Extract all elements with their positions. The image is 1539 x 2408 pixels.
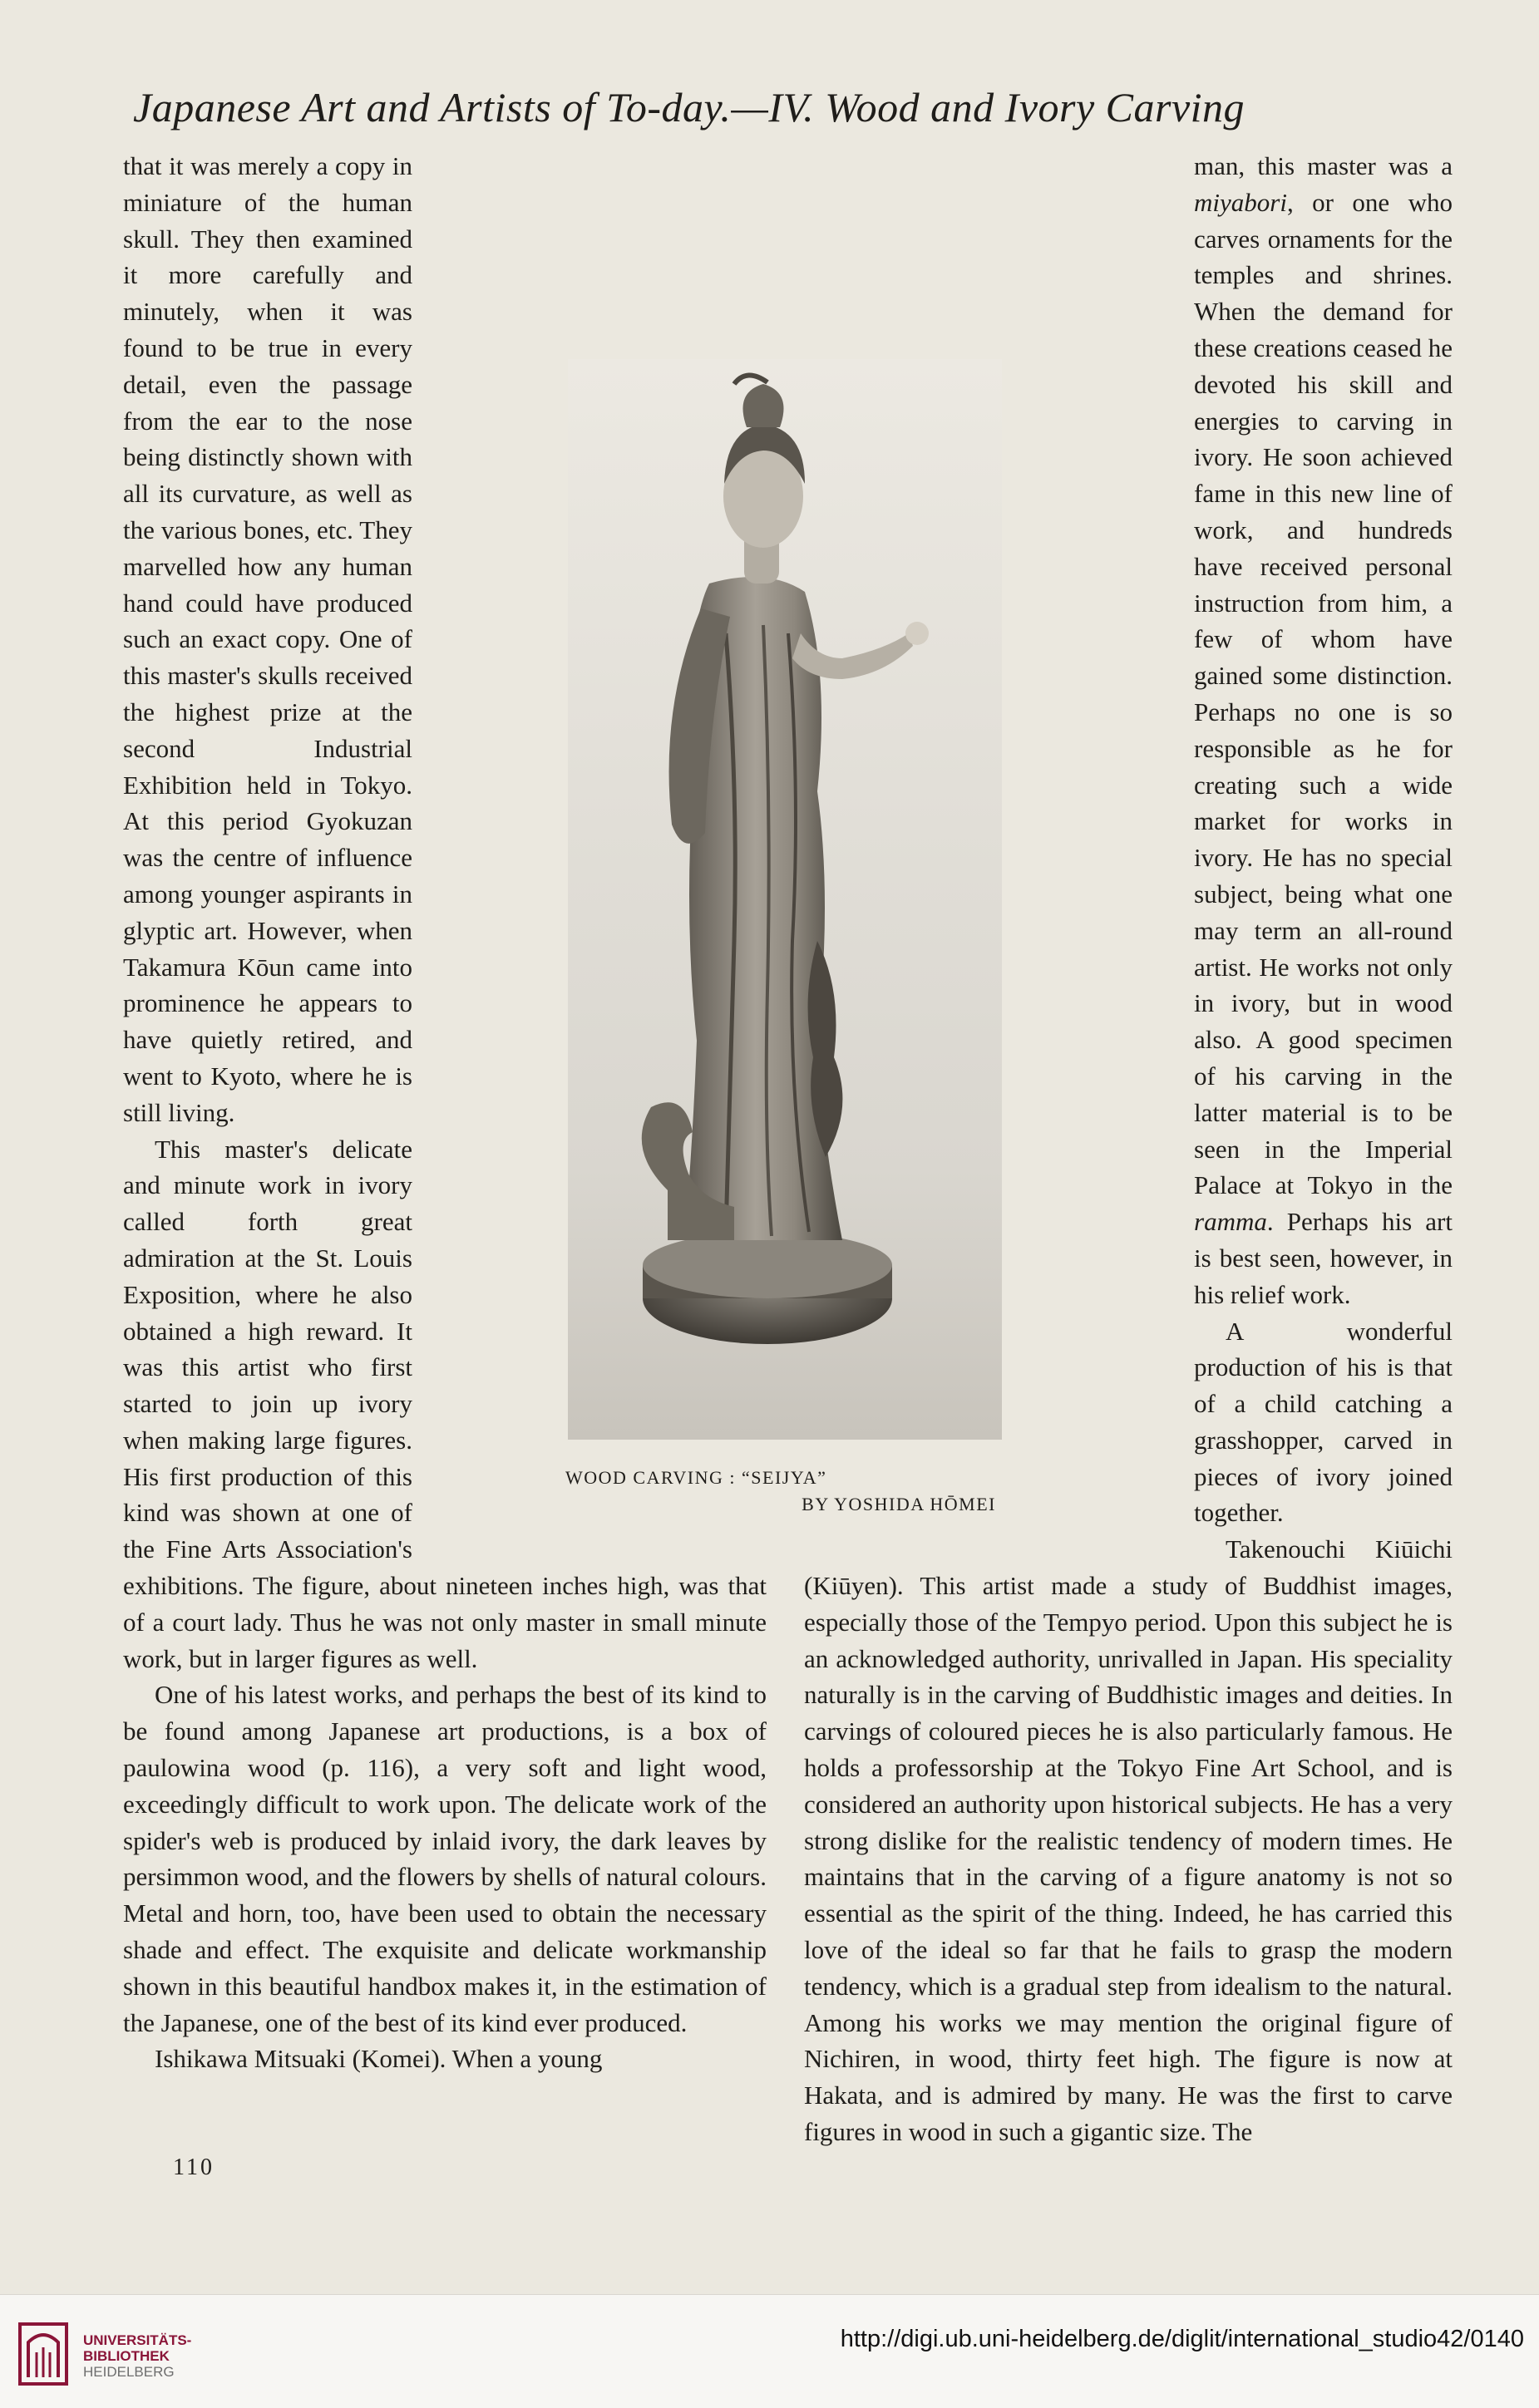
paragraph: This master's delicate and minute work in ivory called forth great admiration at the St. Louis Exposition, where he also obtained a high reward. It was this artist who first started to join up ivory when making large figures. His first production of this kind was shown at one of the Fine Arts Association's exhibitions. The figure, about nineteen inches high, was that of a court lady. Thus he was not only master in small minute work, but in larger figures as well. (123, 1134, 767, 1673)
caption-artist: BY YOSHIDA HŌMEI (802, 1494, 996, 1514)
paragraph: Ishikawa Mitsuaki (Komei). When a young (155, 2044, 603, 2074)
paragraph: A wonderful production of his is that of a child catching a grasshopper, carved in pieces of ivory joined together. (1194, 1316, 1453, 1528)
caption-title: WOOD CARVING : “SEIJYA” (565, 1467, 827, 1488)
page-number: 110 (173, 2154, 215, 2180)
text-run: , or one who carves ornaments for the temples and shrines. When the demand for these creations ceased he devoted his skill and energies to carving in ivory. He soon achieved fame in this new line of work, and hundreds have received personal instruction from him, a few of whom have gained some distinction. Perhaps no one is so responsible as he for creating such a wide market for works in ivory. He has no special subject, being what one may term an all-round artist. He works not only in ivory, but in wood also. A good specimen of his carving in the latter material is to be seen in the Imperial Palace at Tokyo in the (1194, 187, 1453, 1200)
permalink-url[interactable]: http://digi.ub.uni-heidelberg.de/diglit/international_studio42/0140 (840, 2326, 1524, 2352)
statue-image (568, 359, 1002, 1440)
text-run: man, this master was a (1194, 151, 1453, 180)
library-name-line: UNIVERSITÄTS- (83, 2332, 192, 2348)
library-name (83, 2332, 191, 2380)
text-run: . Perhaps his art is best seen, however, in his relief work. (1194, 1207, 1453, 1309)
paragraph: that it was merely a copy in miniature of the human skull. They then examined it more carefully and minutely, when it was found to be true in every detail, even the passage from the ear to the nose being distinctly shown with all its curvature, as well as the various bones, etc. They marvelled how any human hand could have produced such an exact copy. One of this master's skulls received the highest prize at the second Industrial Exhibition held in Tokyo. At this period Gyokuzan was the centre of influence among younger aspirants in glyptic art. However, when Takamura Kōun came into prominence he appears to have quietly retired, and went to Kyoto, where he is still living. (123, 151, 412, 1127)
library-name-line: HEIDELBERG (83, 2364, 175, 2380)
running-title: Japanese Art and Artists of To-day.—IV. Wood and Ivory Carving (133, 84, 1246, 130)
paragraph: Takenouchi Kiūichi (Kiūyen). This artist made a study of Buddhist images, especially those of the Tempyo period. Upon this subject he is an acknowledged authority, unrivalled in Japan. His speciality naturally is in the carving of Buddhistic images and deities. In carvings of coloured pieces he is also particularly famous. He holds a professorship at the Tokyo Fine Art School, and is considered an authority upon historical subjects. He has a very strong dislike for the realistic tendency of modern times. He maintains that in the carving of a figure anatomy is not so essential as the spirit of the thing. Indeed, he has carried this love of the ideal so far that he fails to grasp the modern tendency, which is a gradual step from idealism to the natural. Among his works we may mention the original figure of Nichiren, in wood, thirty feet high. The figure is now at Hakata, and is admired by many. He was the first to carve figures in wood in such a gigantic size. The (804, 1534, 1453, 2147)
library-name-line: BIBLIOTHEK (83, 2348, 170, 2364)
italic-term: ramma (1194, 1207, 1267, 1237)
paragraph: One of his latest works, and perhaps the best of its kind to be found among Japanese art productions, is a box of paulowina wood (p. 116), a very soft and light wood, exceedingly difficult to work upon. The delicate work of the spider's web is produced by inlaid ivory, the dark leaves by persimmon wood, and the flowers by shells of natural colours. Metal and horn, too, have been used to obtain the necessary shade and effect. The exquisite and delicate workmanship shown in this beautiful handbox makes it, in the estimation of the Japanese, one of the best of its kind ever produced. (123, 1680, 767, 2037)
figure-caption (565, 1465, 1014, 1518)
italic-term: miyabori (1194, 187, 1287, 217)
university-library-logo (18, 2322, 68, 2386)
statue-photograph (568, 359, 1002, 1440)
